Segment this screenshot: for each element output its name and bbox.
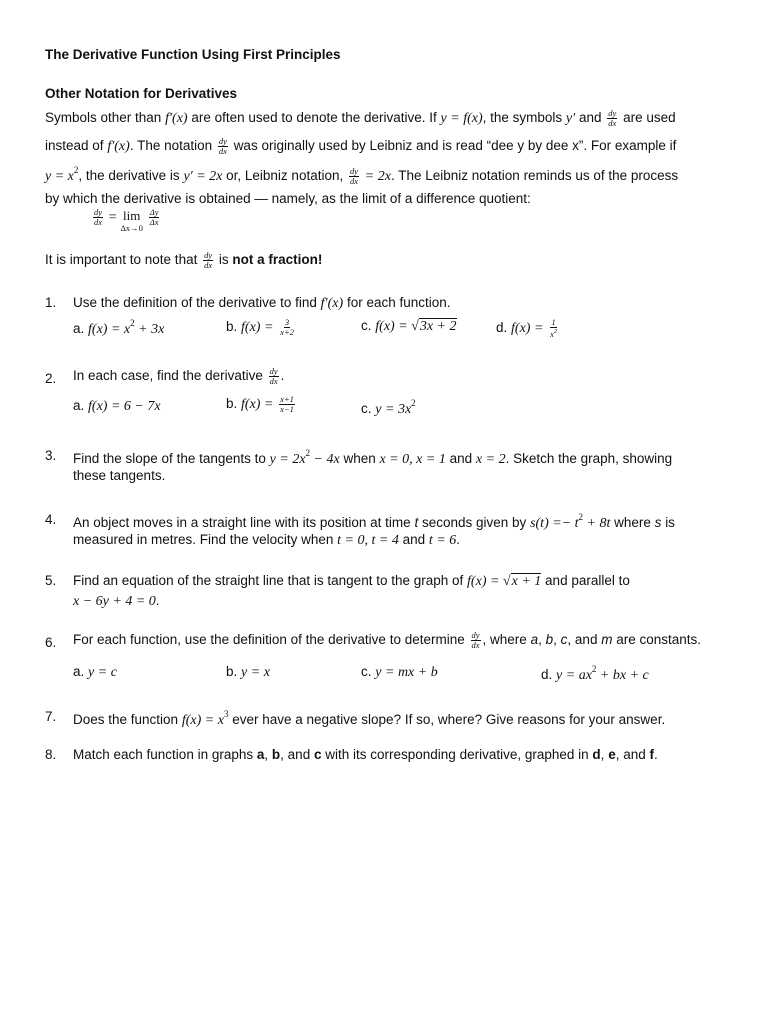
q1-part-d: d. f(x) = $\frac{1}{x^2}$ [496,317,557,339]
intro-line-2 [45,137,676,156]
intro-text: . The notation [129,138,213,154]
q6-part-a: a. y = c [73,664,117,680]
intro-text: Symbols other than [45,110,162,126]
math-y-eq-fx: y = f(x) [440,111,483,127]
intro-text: are often used to denote the derivative. If [191,110,437,126]
q2-part-c: c. $y = 3x^2$ [361,398,416,417]
intro-line-4: by which the derivative is obtained — namely, as the limit of a difference quotient: [45,191,531,206]
math-y-eq-x: y = x [45,169,74,184]
q1-part-a: a. $f(x) = x^2 + 3x$ [73,318,165,337]
section-heading: Other Notation for Derivatives [45,86,238,101]
fraction-dy-dx: $\frac{dy}{dx}$ [471,630,480,650]
intro-line-3: $y = x^2$, the derivative is y′ = 2x or, Leibniz notation, $\frac{dy}{dx}$ = 2x. The Leibniz notation reminds us of the process [45,165,679,186]
intro-text: are used [623,110,676,126]
intro-text: was originally used by Leibniz and is read “dee y by dee x”. For example if [233,138,677,154]
q1-part-c: c. f(x) = √3x + 2 [361,318,457,334]
intro-text: , the derivative is [78,168,180,183]
q6-part-b: b. y = x [226,664,270,680]
math-yprime: y′ [565,111,576,127]
limit-formula: $\frac{dy}{dx}$ = lim Δx→0 $\frac{\Delta y}{\Delta x}$ [94,207,159,233]
intro-text: or, Leibniz notation, [226,168,344,183]
intro-note: It is important to note that $\frac{dy}{dx}$ is not a fraction! [45,250,323,270]
math-fprime: f′(x) [165,111,188,127]
q2-part-a: a. f(x) = 6 − 7x [73,398,161,414]
intro-line-1 [45,109,676,128]
math-eq-2x: = 2x [364,169,391,184]
fraction-dy-dx: $\frac{dy}{dx}$ [218,136,227,156]
intro-text: , the symbols [482,110,563,126]
limit-operator: lim Δx→0 [120,208,143,233]
q2-part-b: b. f(x) = $\frac{x+1}{x-1}$ [226,394,294,414]
page-title: The Derivative Function Using First Principles [45,47,341,62]
emphasis-not-a-fraction: not a fraction! [232,252,323,268]
intro-text: . The Leibniz notation reminds us of the process [390,168,679,183]
fraction-delta-y-delta-x: $\frac{\Delta y}{\Delta x}$ [149,207,159,227]
q1-part-b: b. f(x) = $\frac{3}{x+2}$ [226,317,294,337]
intro-text: and [578,110,602,126]
fraction-dy-dx: $\frac{dy}{dx}$ [94,207,103,227]
fraction-dy-dx: $\frac{dy}{dx}$ [269,366,278,386]
fraction-dy-dx: $\frac{dy}{dx}$ [204,250,213,270]
math-fprime: f′(x) [107,139,130,155]
q6-part-c: c. y = mx + b [361,664,438,680]
q6-part-d: d. $y = ax^2$ + bx + c [541,664,649,683]
math-yprime-2x: y′ = 2x [183,169,223,184]
fraction-dy-dx: $\frac{dy}{dx}$ [350,165,359,186]
intro-text: instead of [45,138,104,154]
fraction-dy-dx: $\frac{dy}{dx}$ [608,108,617,128]
